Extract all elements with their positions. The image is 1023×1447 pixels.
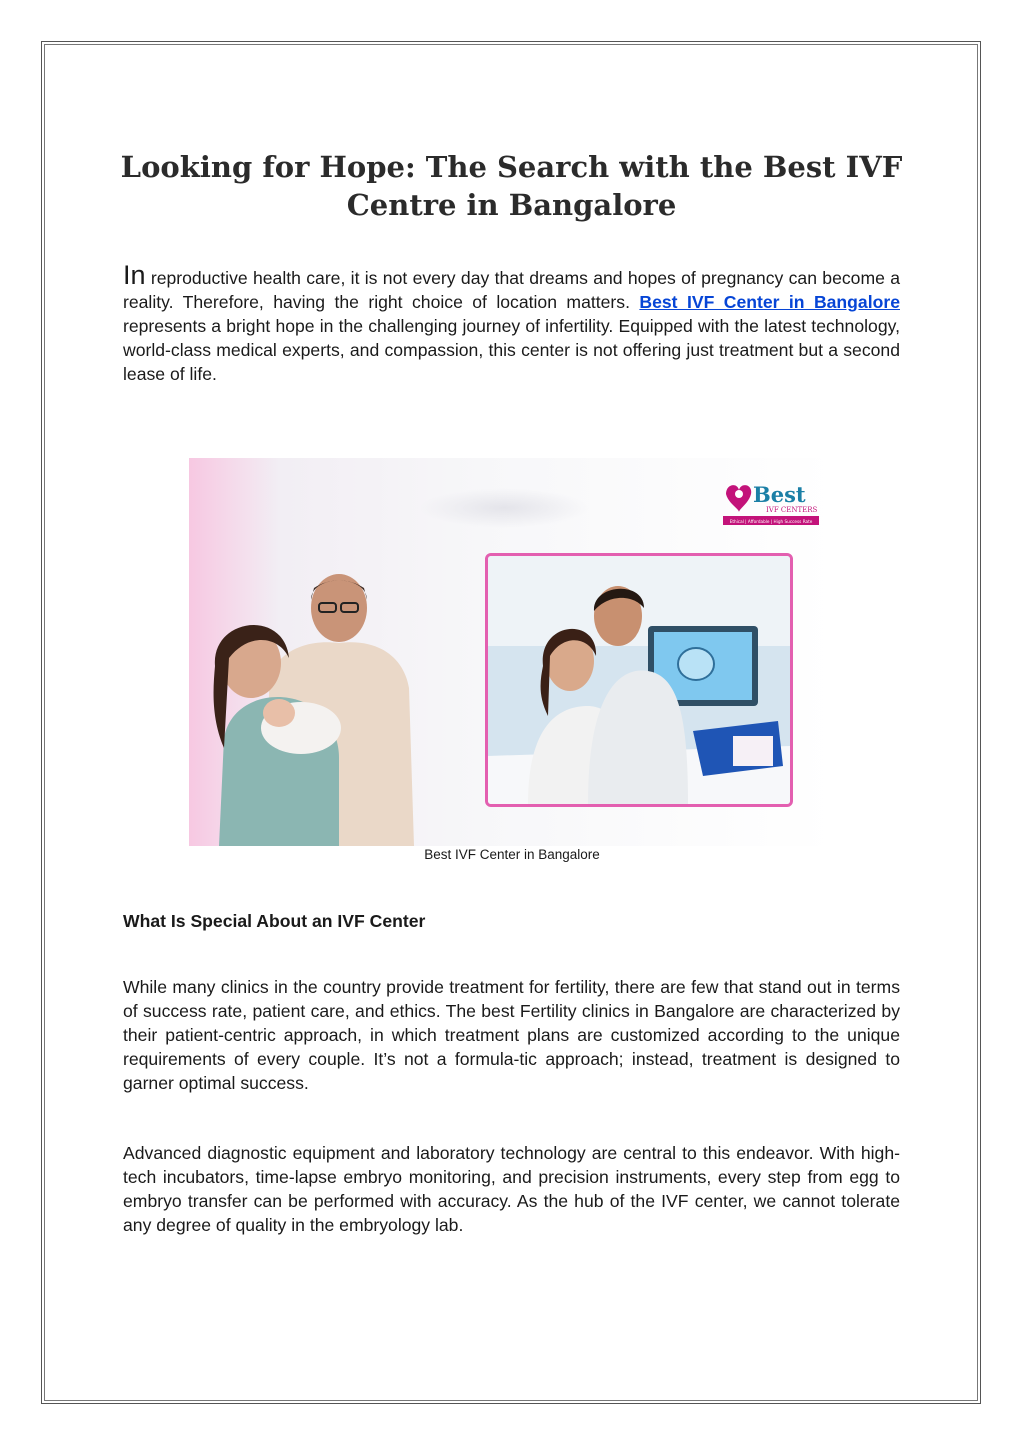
intro-paragraph bbox=[123, 260, 900, 386]
intro-drop-cap: In bbox=[123, 260, 146, 290]
section-heading: What Is Special About an IVF Center bbox=[123, 911, 426, 931]
heart-mark-figure bbox=[735, 490, 743, 498]
heart-mark bbox=[726, 485, 751, 512]
body-paragraph-1: While many clinics in the country provide treatment for fertility, there are few that stand out in terms of success rate, patient care, and ethics. The best Fertility clinics in Bangalore are characterized by their patient-centric approach, in which treatment plans are customized according to the unique requirements of every couple. It’s not a formula-tic approach; instead, treatment is designed to garner optimal success. bbox=[123, 977, 900, 1093]
body-paragraph-2: Advanced diagnostic equipment and laboratory technology are central to this endeavor. With high-tech incubators, time-lapse embryo monitoring, and precision instruments, every step from egg to embryo transfer can be performed with accuracy. As the hub of the IVF center, we cannot tolerate any degree of quality in the embryology lab. bbox=[123, 1143, 900, 1235]
consultation-photo bbox=[485, 553, 793, 807]
intro-text-before-link: reproductive health care, it is not every day that dreams and hopes of pregnancy can become a reality. Therefore, having the right choice of location matters. bbox=[123, 268, 900, 312]
clinic-ceiling-light bbox=[419, 488, 589, 528]
baby-head bbox=[263, 699, 295, 727]
logo-brand-text: Best bbox=[753, 482, 806, 507]
page-title: Looking for Hope: The Search with the Best IVF Centre in Bangalore bbox=[120, 150, 903, 222]
article-figure bbox=[189, 458, 835, 846]
intro-text-after-link: represents a bright hope in the challenging journey of infertility. Equipped with the latest technology, world-class medical experts, and compassion, this center is not offering just treatment but a second lease of life. bbox=[123, 316, 900, 384]
best-ivf-center-link[interactable]: Best IVF Center in Bangalore bbox=[639, 292, 900, 312]
desk-box bbox=[733, 736, 773, 766]
logo-subtitle-text: IVF CENTERS bbox=[766, 506, 818, 514]
logo-tagline-text: Ethical | Affordable | High Success Rate bbox=[729, 519, 813, 524]
best-ivf-centers-logo bbox=[723, 476, 819, 526]
consultation-scene bbox=[488, 556, 790, 804]
family-photo bbox=[189, 548, 489, 846]
figure-caption: Best IVF Center in Bangalore bbox=[424, 847, 600, 862]
embryo-image bbox=[678, 648, 714, 680]
